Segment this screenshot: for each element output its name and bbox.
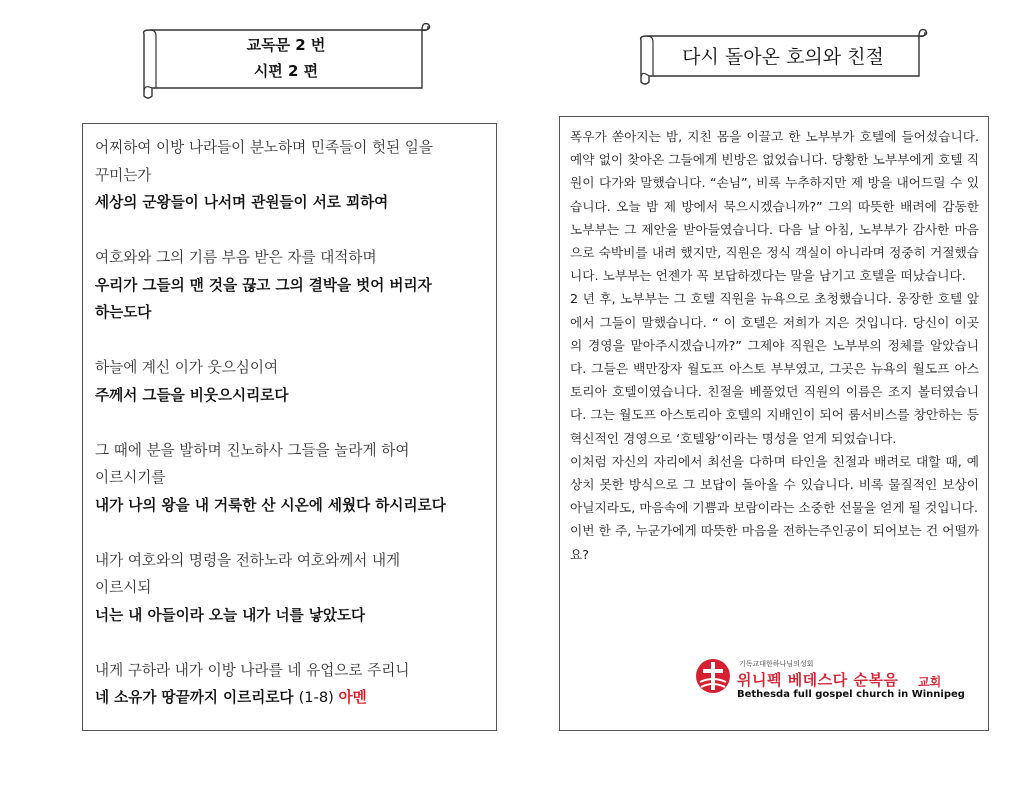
- psalm-gap: [95, 217, 486, 245]
- story-paragraph: 폭우가 쏟아지는 밤, 지친 몸을 이끌고 한 노부부가 호텔에 들어섰습니다. 예약 없이 찾아온 그들에게 빈방은 없었습니다. 당황한 노부부에게 호텔 직원이 다가와 말했습니다. “손님”, 비록 누추하지만 제 방을 내어드릴 수 있습니다. 오늘 밤 제 방에서 묵으시겠습니까?” 그의 따뜻한 배려에 감동한 노부부는 그 제안을 받아들였습니다. 다음 날 아침, 노부부가 감사한 마음으로 숙박비를 내려 했지만, 직원은 정식 객실이 아니라며 정중히 거절했습니다. 노부부는 언젠가 꼭 보답하겠다는 말을 남기고 호텔을 떠났습니다.: [570, 129, 979, 284]
- left-scroll-banner: [136, 18, 436, 100]
- psalm-response-line: 세상의 군왕들이 나서며 관원들이 서로 꾀하여: [95, 194, 389, 211]
- story-paragraph: 이처럼 자신의 자리에서 최선을 다하며 타인을 친절과 배려로 대할 때, 예상치 못한 방식으로 그 보답이 돌아올 수 있습니다. 비록 물질적인 보상이 아닐지라도, 마음속에 기쁨과 보람이라는 소중한 선물을 얻게 될 것입니다.: [570, 453, 979, 516]
- psalm-number: 시편 2 편: [253, 62, 319, 80]
- psalm-gap: [95, 409, 486, 437]
- psalm-leader-line: 이르시되: [95, 579, 152, 596]
- psalm-reading-box: [82, 123, 497, 731]
- psalm-last-text: 네 소유가 땅끝까지 이르리로다: [95, 689, 299, 706]
- story-paragraph: 이번 한 주, 누군가에게 따뜻한 마음을 전하는주인공이 되어보는 건 어떨까요?: [570, 523, 979, 562]
- psalm-lines: [95, 134, 486, 684]
- logo-english-name: Bethesda full gospel church in Winnipeg: [737, 689, 965, 700]
- psalm-leader-line: 꾸미는가: [95, 166, 152, 184]
- story-paragraphs: [570, 125, 979, 566]
- logo-denomination: 기독교대한하나님의성회: [739, 660, 814, 668]
- psalm-leader-line: 여호와와 그의 기름 부음 받은 자를 대적하며: [95, 249, 377, 266]
- psalm-leader-line: 내게 구하라 내가 이방 나라를 네 유업으로 주리니: [95, 661, 410, 679]
- psalm-response-line: 주께서 그들을 비웃으시리로다: [95, 386, 289, 404]
- psalm-response-line: 내가 나의 왕을 내 거룩한 산 시온에 세웠다 하시리로다: [95, 496, 446, 514]
- psalm-verse-ref: (1-8): [298, 689, 339, 706]
- logo-korean-name: 위니펙 베데스다 순복음: [737, 671, 899, 689]
- church-emblem-icon: [695, 656, 731, 696]
- scroll-banner-icon: [136, 18, 436, 100]
- amen-text: 아멘: [338, 689, 367, 706]
- psalm-response-line: 너는 내 아들이라 오늘 내가 너를 낳았도다: [95, 606, 366, 624]
- story-title: 다시 돌아온 호의와 친절: [682, 46, 884, 68]
- psalm-leader-line: 어찌하여 이방 나라들이 분노하며 민족들이 헛된 일을: [95, 139, 433, 156]
- psalm-gap: [95, 327, 486, 355]
- logo-korean-suffix: 교회: [918, 675, 942, 689]
- church-logo: [695, 656, 970, 706]
- psalm-leader-line: 하늘에 계신 이가 웃으심이여: [95, 359, 279, 376]
- psalm-leader-line: 이르시기를: [95, 469, 166, 486]
- story-box: [559, 116, 989, 731]
- psalm-gap: [95, 519, 486, 547]
- psalm-leader-line: 내가 여호와의 명령을 전하노라 여호와께서 내게: [95, 551, 401, 569]
- psalm-response-line: 하는도다: [95, 304, 152, 321]
- story-paragraph: 2 년 후, 노부부는 그 호텔 직원을 뉴욕으로 초청했습니다. 웅장한 호텔 앞에서 그들이 말했습니다. “ 이 호텔은 저희가 지은 것입니다. 당신이 이곳의 경영을 맡아주시겠습니까?” 그제야 직원은 노부부의 정체를 알았습니다. 그들은 백만장자 월도프 아스토 부부였고, 그곳은 뉴욕의 월도프 아스토리아 호텔이였습니다. 친절을 베풀었던 직원의 이름은 조지 볼터였습니다. 그는 월도프 아스토리아 호텔의 지배인이 되어 룸서비스를 창안하는 등 혁신적인 경영으로 ‘호텔왕’이라는 명성을 얻게 되었습니다.: [570, 291, 979, 446]
- reading-number: 교독문 2 번: [246, 36, 326, 54]
- psalm-last-line: [95, 684, 486, 712]
- psalm-leader-line: 그 때에 분을 발하며 진노하사 그들을 놀라게 하여: [95, 441, 410, 459]
- psalm-response-line: 우리가 그들의 맨 것을 끊고 그의 결박을 벗어 버리자: [95, 276, 432, 294]
- psalm-gap: [95, 629, 486, 657]
- right-scroll-banner: [633, 24, 933, 86]
